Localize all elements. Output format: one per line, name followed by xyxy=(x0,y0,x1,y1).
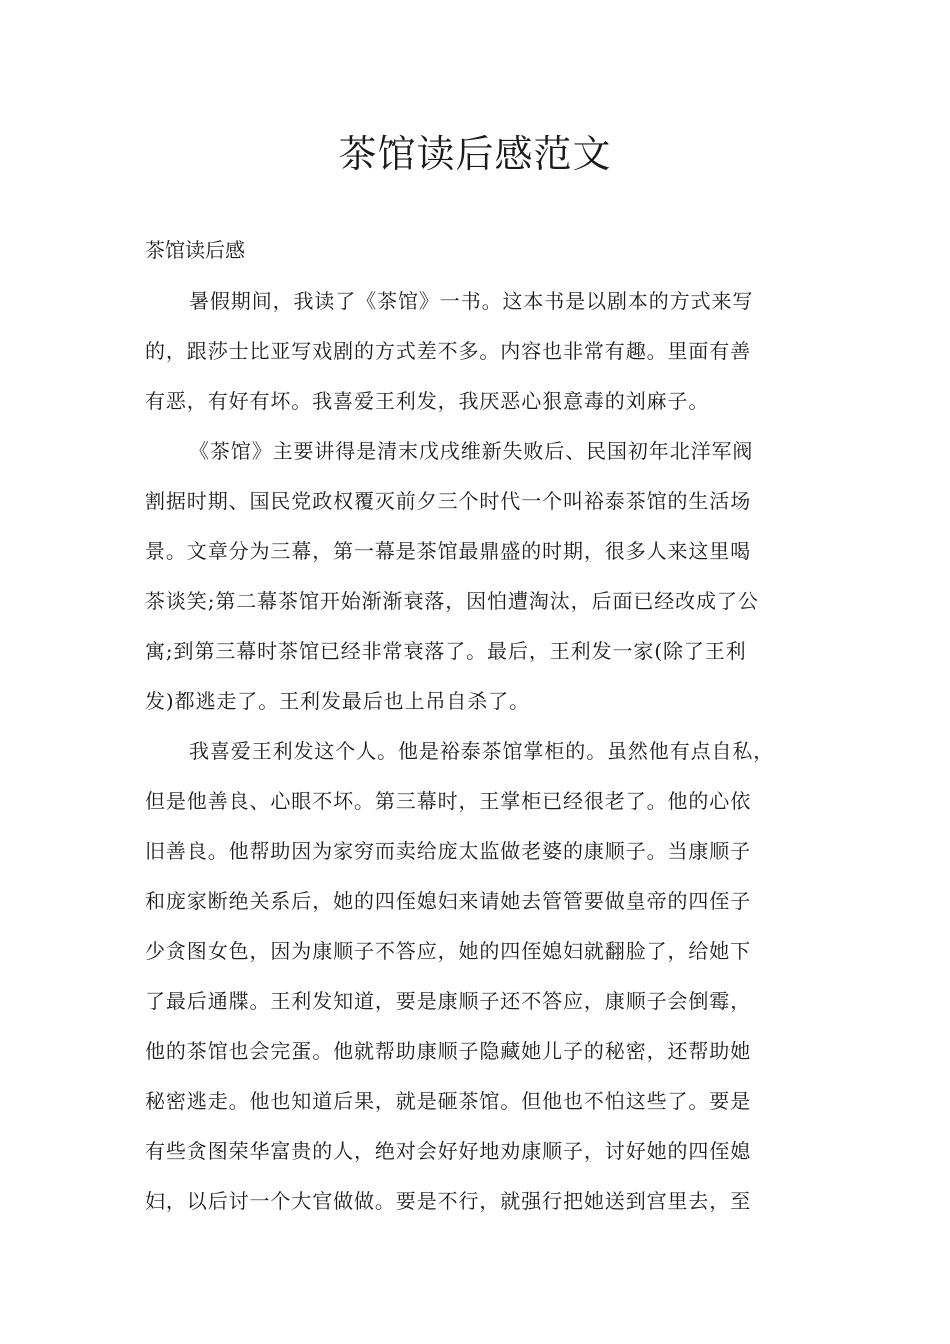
body-line: 有恶，有好有坏。我喜爱王利发，我厌恶心狠意毒的刘麻子。 xyxy=(145,389,710,413)
body-line: 暑假期间，我读了《茶馆》一书。这本书是以剧本的方式来写 xyxy=(189,289,754,313)
body-line: 景。文章分为三幕，第一幕是茶馆最鼎盛的时期，很多人来这里喝 xyxy=(145,539,752,563)
page-title: 茶馆读后感范文 xyxy=(338,132,612,176)
body-line: 秘密逃走。他也知道后果，就是砸茶馆。但他也不怕这些了。要是 xyxy=(145,1089,752,1113)
body-line: 少贪图女色，因为康顺子不答应，她的四侄媳妇就翻脸了，给她下 xyxy=(145,939,752,963)
body-line: 和庞家断绝关系后，她的四侄媳妇来请她去管管要做皇帝的四侄子 xyxy=(145,889,752,913)
body-line: 了最后通牒。王利发知道，要是康顺子还不答应，康顺子会倒霉， xyxy=(145,989,752,1013)
body-line: 但是他善良、心眼不坏。第三幕时，王掌柜已经很老了。他的心依 xyxy=(145,789,752,813)
body-line: 我喜爱王利发这个人。他是裕泰茶馆掌柜的。虽然他有点自私， xyxy=(189,739,775,763)
document-subtitle: 茶馆读后感 xyxy=(145,238,245,262)
body-line: 妇，以后讨一个大官做做。要是不行，就强行把她送到宫里去，至 xyxy=(145,1189,752,1213)
body-line: 他的茶馆也会完蛋。他就帮助康顺子隐藏她儿子的秘密，还帮助她 xyxy=(145,1039,752,1063)
body-line: 的，跟莎士比亚写戏剧的方式差不多。内容也非常有趣。里面有善 xyxy=(145,339,752,363)
body-line: 发)都逃走了。王利发最后也上吊自杀了。 xyxy=(145,689,530,713)
body-line: 旧善良。他帮助因为家穷而卖给庞太监做老婆的康顺子。当康顺子 xyxy=(145,839,752,863)
body-line: 茶谈笑;第二幕茶馆开始渐渐衰落，因怕遭淘汰，后面已经改成了公 xyxy=(145,589,759,613)
body-line: 寓;到第三幕时茶馆已经非常衰落了。最后，王利发一家(除了王利 xyxy=(145,639,747,663)
body-line: 有些贪图荣华富贵的人，绝对会好好地劝康顺子，讨好她的四侄媳 xyxy=(145,1139,752,1163)
body-line: 割据时期、国民党政权覆灭前夕三个时代一个叫裕泰茶馆的生活场 xyxy=(145,489,752,513)
body-line: 《茶馆》主要讲得是清末戊戌维新失败后、民国初年北洋军阀 xyxy=(189,439,754,463)
